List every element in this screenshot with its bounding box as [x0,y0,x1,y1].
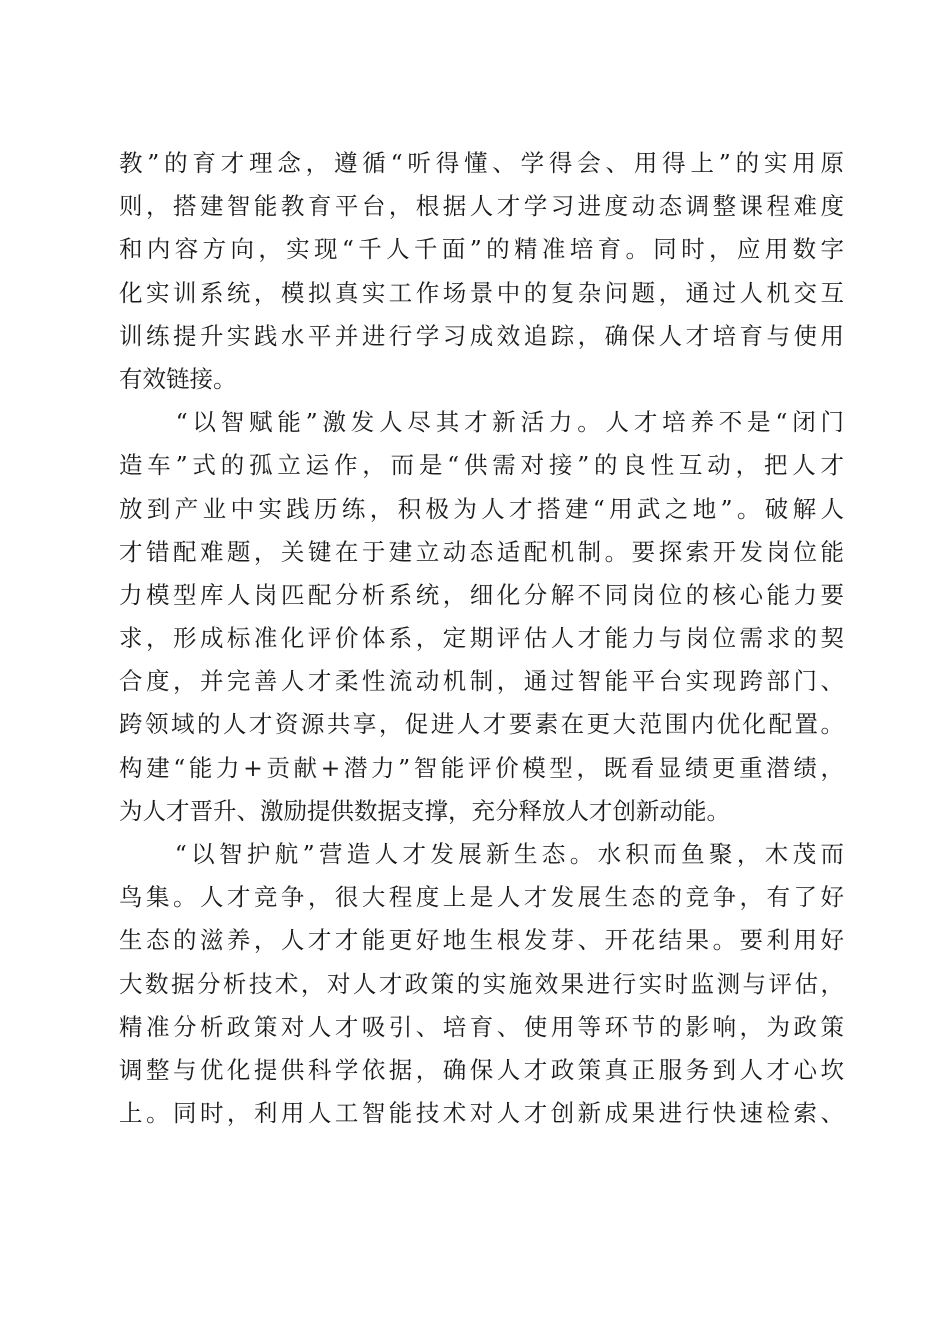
text-line: 求，形成标准化评价体系，定期评估人才能力与岗位需求的契 [119,624,844,653]
text-line: 化实训系统，模拟真实工作场景中的复杂问题，通过人机交互 [119,278,844,307]
text-line: 有效链接。 [119,364,237,393]
text-line: 精准分析政策对人才吸引、培育、使用等环节的影响，为政策 [119,1012,844,1041]
text-line: 生态的滋养，人才才能更好地生根发芽、开花结果。要利用好 [119,926,844,955]
text-line: 训练提升实践水平并进行学习成效追踪，确保人才培育与使用 [119,321,844,350]
text-line: 则，搭建智能教育平台，根据人才学习进度动态调整课程难度 [119,192,844,221]
paragraph-heading-line: “以智护航”营造人才发展新生态。水积而鱼聚，木茂而 [119,840,844,868]
text-line: 为人才晋升、激励提供数据支撑，充分释放人才创新动能。 [119,796,730,825]
text-line: 鸟集。人才竞争，很大程度上是人才发展生态的竞争，有了好 [119,883,844,912]
body-text [119,142,844,1135]
text-line: 才错配难题，关键在于建立动态适配机制。要探索开发岗位能 [119,537,844,566]
text-line: 放到产业中实践历练，积极为人才搭建“用武之地”。破解人 [119,494,844,523]
text-line: 造车”式的孤立运作，而是“供需对接”的良性互动，把人才 [119,451,844,480]
text-line: 合度，并完善人才柔性流动机制，通过智能平台实现跨部门、 [119,667,844,696]
paragraph-heading-line: “以智赋能”激发人尽其才新活力。人才培养不是“闭门 [119,408,844,437]
text-line: 调整与优化提供科学依据，确保人才政策真正服务到人才心坎 [119,1055,844,1084]
text-line: 教”的育才理念，遵循“听得懂、学得会、用得上”的实用原 [119,149,844,177]
text-line: 构建“能力+贡献+潜力”智能评价模型，既看显绩更重潜绩， [119,753,844,782]
text-line: 和内容方向，实现“千人千面”的精准培育。同时，应用数字 [119,235,844,264]
text-line: 力模型库人岗匹配分析系统，细化分解不同岗位的核心能力要 [119,580,844,609]
text-line: 跨领域的人才资源共享，促进人才要素在更大范围内优化配置。 [119,710,844,739]
text-line: 上。同时，利用人工智能技术对人才创新成果进行快速检索、 [119,1099,844,1128]
text-line: 大数据分析技术，对人才政策的实施效果进行实时监测与评估， [119,969,844,998]
